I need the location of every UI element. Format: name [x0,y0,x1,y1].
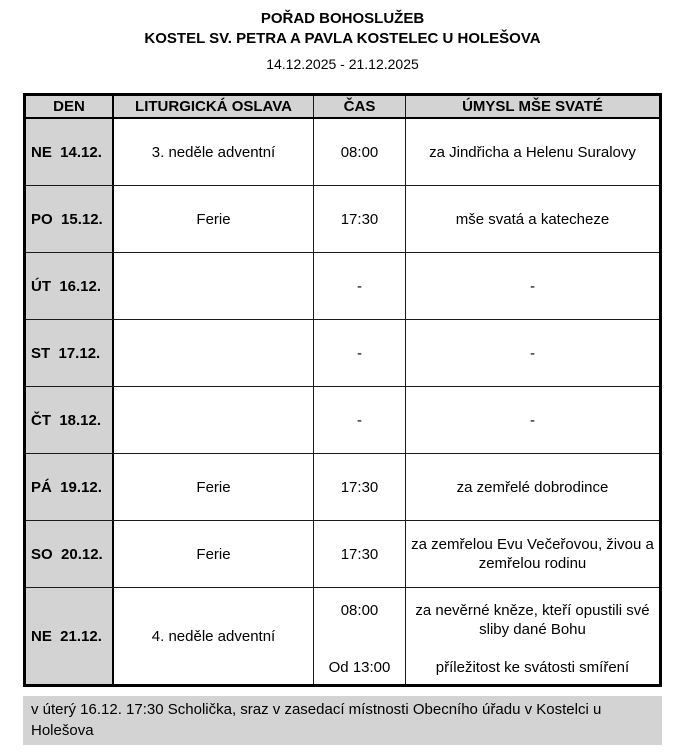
page-title: POŘAD BOHOSLUŽEB [260,10,425,27]
day-cell: SO 20.12. [26,521,114,587]
table-row [26,320,659,387]
day-cell: ÚT 16.12. [26,253,114,319]
table-row [26,387,659,454]
celebration-cell [114,320,314,386]
intention-cell: - [530,277,535,295]
time-entry: Od 13:00 [328,659,391,676]
intention-cell [406,588,659,684]
celebration-cell [114,387,314,453]
intention-cell: za Jindřicha a Helenu Suralovy [429,143,636,161]
intention-entry: za nevěrné kněze, kteří opustili své sliby dané Bohu [415,602,650,638]
day-cell: ČT 18.12. [26,387,114,453]
column-header-intention: ÚMYSL MŠE SVATÉ [462,98,603,115]
intention-cell: za zemřelou Evu Večeřovou, živou a zemřelou rodinu [411,536,654,572]
intention-cell: - [530,411,535,429]
day-cell: ST 17.12. [26,320,114,386]
table-row [26,521,659,588]
celebration-cell: Ferie [114,186,314,252]
day-cell: NE 21.12. [26,588,114,684]
column-header-time: ČAS [314,96,406,117]
celebration-cell: Ferie [114,521,314,587]
schedule-table [23,93,662,687]
time-cell: - [314,253,406,319]
time-entry: 08:00 [340,602,379,619]
time-cell [314,588,406,684]
table-row [26,119,659,186]
intention-cell: za zemřelé dobrodince [456,478,609,496]
table-row [26,588,659,684]
day-cell: NE 14.12. [26,119,114,185]
time-cell: 17:30 [314,521,406,587]
page-header [0,0,685,72]
time-cell: 17:30 [314,186,406,252]
time-cell: - [314,320,406,386]
day-cell: PO 15.12. [26,186,114,252]
table-row [26,186,659,253]
day-cell: PÁ 19.12. [26,454,114,520]
intention-entry: příležitost ke svátosti smíření [435,659,630,676]
celebration-cell: Ferie [114,454,314,520]
time-cell: - [314,387,406,453]
intention-cell: - [530,344,535,362]
church-name: KOSTEL SV. PETRA A PAVLA KOSTELEC U HOLEŠOVA [144,30,541,47]
date-range: 14.12.2025 - 21.12.2025 [266,56,419,72]
column-header-day: DEN [26,96,114,117]
footer-note: v úterý 16.12. 17:30 Scholička, sraz v zasedací místnosti Obecního úřadu v Kostelci u Holešova [23,696,662,745]
time-cell: 17:30 [314,454,406,520]
table-row [26,454,659,521]
celebration-cell [114,253,314,319]
celebration-cell: 4. neděle adventní [114,588,314,684]
column-header-celebration: LITURGICKÁ OSLAVA [114,96,314,117]
table-header-row [26,96,659,119]
table-row [26,253,659,320]
celebration-cell: 3. neděle adventní [114,119,314,185]
intention-cell: mše svatá a katecheze [455,210,610,228]
time-cell: 08:00 [314,119,406,185]
